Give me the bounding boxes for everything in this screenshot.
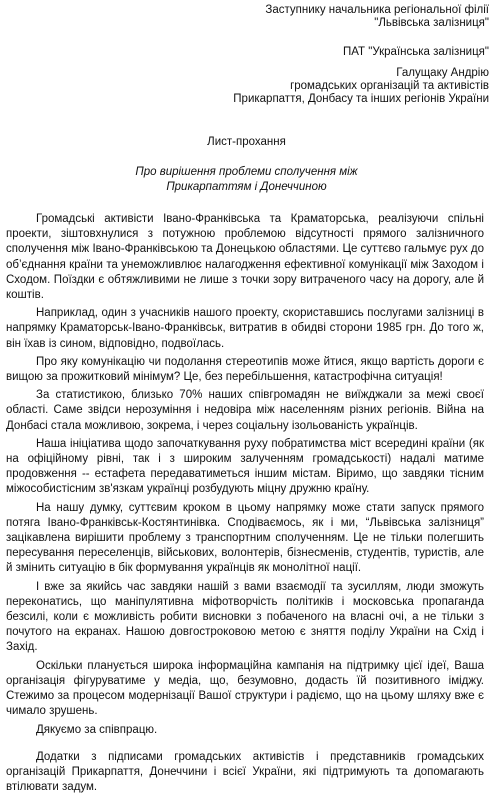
- recipient-line: "Львівська залізниця": [374, 17, 489, 29]
- body-paragraph: Громадські активісти Івано-Франківська та Краматорська, реалізуючи спільні проекти, зіштовхнулися з потужною проблемою відсутності прямого залізничного сполучення між Івано-Франківською та Донецькою областями. Це суттєво гальмує рух до об’єднання країни та унеможливлює налагодження ефективної комунікації між Заходом і Сходом. Поїздки є обтяжливими не лише з точки зору витраченого часу на дорогу, але й коштів.: [6, 213, 484, 302]
- body-paragraph: Про яку комунікацію чи подолання стереотипів може йтися, якщо вартість дороги є вищою за прожитковий мінімум? Це, без перебільшення, катастрофічна ситуація!: [6, 355, 484, 384]
- recipient-line: Заступнику начальника регіональної філії: [265, 4, 489, 16]
- recipient-name: Галущаку Андрію: [396, 67, 489, 79]
- body-paragraph: За статистикою, близько 70% наших співгромадян не виїжджали за межі своєї області. Саме звідси нерозуміння і недовіра між населенням різних регіонів. Війна на Донбасі стала можливою, зокрема, і через соціальну ізольованість українців.: [6, 389, 484, 432]
- recipient-line: ПАТ "Українська залізниця": [343, 46, 489, 58]
- letter-subject: [0, 165, 493, 195]
- subject-line: Про вирішення проблеми сполучення між: [135, 166, 358, 178]
- body-paragraph: Оскільки планується широка інформаційна кампанія на підтримку цієї ідеї, Ваша організація фігуруватиме у медіа, що, безумовно, додасть їй позитивного іміджу. Стежимо за процесом модернізації Вашої структури і радіємо, що на цьому шляху вже є чимало зрушень.: [6, 659, 484, 718]
- letter-type-heading: Лист-прохання: [207, 136, 286, 148]
- recipient-block-primary: [265, 4, 489, 30]
- body-paragraph: Наприклад, один з учасників нашого проекту, скориставшись послугами залізниці в напрямку Краматорськ-Івано-Франківськ, витратив в обидві сторони 1985 грн. До того ж, він їхав із сином, відповідно, подвоїлась.: [6, 307, 484, 350]
- recipient-block-secondary: [233, 46, 489, 106]
- body-paragraph: Наша ініціатива щодо започаткування руху побратимства міст всередині країни (як на офіційному рівні, так і з широким залученням громадськості) надалі матиме продовження -- естафета передаватиметься іншим містам. Віримо, що завдяки тісним міжособистісним зв'язкам українці розбудують міцну дружню країну.: [6, 437, 484, 496]
- subject-line: Прикарпаттям і Донеччиною: [166, 181, 327, 193]
- letter-body: [6, 212, 484, 798]
- body-paragraph: І вже за якийсь час завдяки нашій з вами взаємодії та зусиллям, люди зможуть переконатись, що маніпулятивна міфотворчість політиків і московська пропаганда безсилі, коли є можливість робити висновки з побаченого на власні очі, а не тільки з почутого на екранах. Нашою довгостроковою метою є зняття поділу України на Схід і Захід.: [6, 580, 484, 654]
- body-paragraph: На нашу думку, суттєвим кроком в цьому напрямку може стати запуск прямого потяга Івано-Франківськ-Костянтинівка. Сподіваємось, як і ми, “Львівська залізниця” зацікавлена вирішити проблему з транспортним сполученням. Це не тільки полегшить пересування переселенців, військових, волонтерів, бізнесменів, студентів, туристів, але й змінить ситуацію в бік формування українців як монолітної нації.: [6, 501, 484, 575]
- recipient-line: громадських організацій та активістів: [290, 80, 489, 92]
- recipient-line: Прикарпаття, Донбасу та інших регіонів України: [233, 93, 489, 105]
- closing-thanks: Дякуємо за співпрацю.: [36, 723, 158, 736]
- attachments-note: Додатки з підписами громадських активістів і представників громадських організацій Прикарпаття, Донеччини і всієї України, які підтримують та допомагають втілювати задум.: [6, 750, 484, 794]
